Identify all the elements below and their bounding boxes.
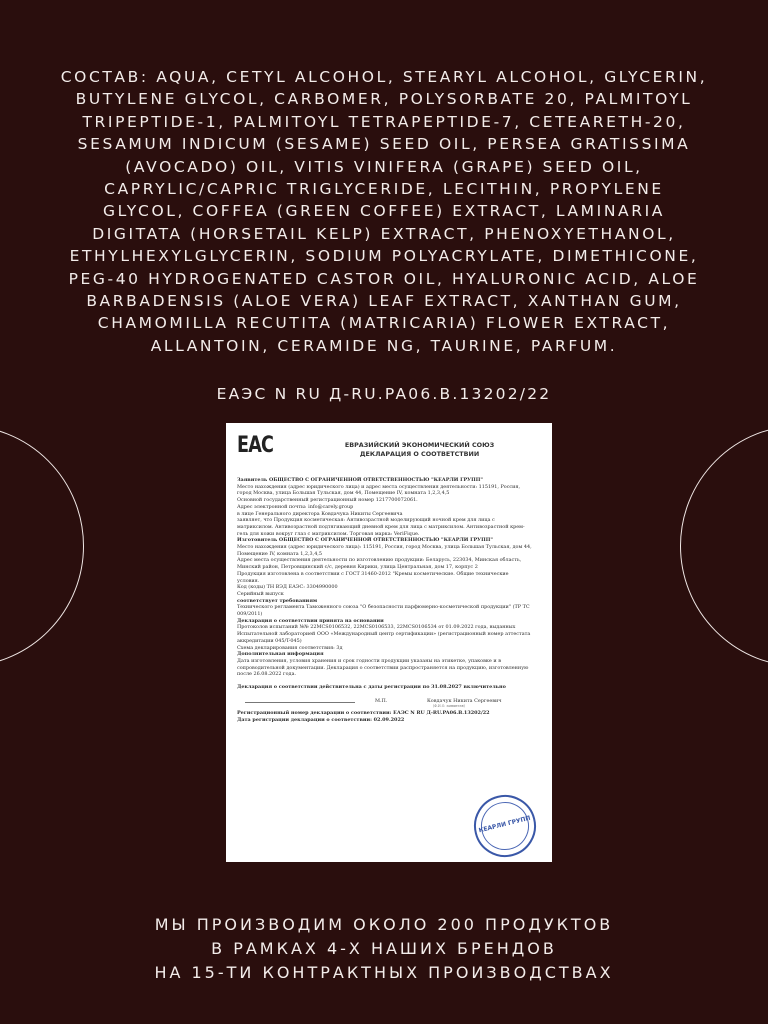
document-line: Место нахождения (адрес юридического лица) и адрес места осуществления деятельности: 115191, Россия,: [237, 483, 521, 490]
document-line: заявляет, что Продукция косметическая: Антивозрастной моделирующий ночной крем для лица с: [237, 517, 495, 524]
decorative-circle-left: [0, 425, 84, 667]
document-line: Минский район, Петровщинский с/с, деревня Кирики, улица Центральная, дом 17, корпус 2: [237, 564, 478, 571]
document-line: после 26.08.2022 года.: [237, 671, 297, 678]
composition-text: СОСТАВ: AQUA, CETYL ALCOHOL, STEARYL ALCOHOL, GLYCERIN, BUTYLENE GLYCOL, CARBOMER, POLYSORBATE 20, PALMITOYL TRIPEPTIDE-1, PALMITOYL TETRAPEPTIDE-7, CETEARETH-20, SESAMUM INDICUM (SESAME) SEED OIL, PERSEA GRATISSIMA (AVOCADO) OIL, VITIS VINIFERA (GRAPE) SEED OIL, CAPRYLIC/CAPRIC TRIGLYCERIDE, LECITHIN, PROPYLENE GLYCOL, COFFEA (GREEN COFFEE) EXTRACT, LAMINARIA DIGITATA (HORSETAIL KELP) EXTRACT, PHENOXYETHANOL, ETHYLHEXYLGLYCERIN, SODIUM POLYACRYLATE, DIMETHICONE, PEG-40 HYDROGENATED CASTOR OIL, HYALURONIC ACID, ALOE BARBADENSIS (ALOE VERA) LEAF EXTRACT, XANTHAN GUM, CHAMOMILLA RECUTITA (MATRICARIA) FLOWER EXTRACT, ALLANTOIN, CERAMIDE NG, TAURINE, PARFUM.: [60, 68, 708, 355]
signature-line: [245, 702, 355, 703]
document-line: Серийный выпуск: [237, 590, 284, 597]
document-validity: Декларация о соответствии действительна с даты регистрации по 31.08.2027 включительно: [237, 684, 506, 691]
registration-number-line: Регистрационный номер декларации о соответствии: ЕАЭС N RU Д-RU.PA06.B.13202/22: [237, 709, 490, 716]
decorative-circle-right: [680, 425, 768, 667]
document-body: [237, 477, 542, 678]
signer-caption: (Ф.И.О. заявителя): [433, 703, 465, 708]
document-title-line2: ДЕКЛАРАЦИЯ О СООТВЕТСТВИИ: [359, 450, 480, 458]
declaration-document: [226, 423, 552, 862]
document-line: Код (коды) ТН ВЭД ЕАЭС: 3304990000: [237, 584, 338, 591]
document-header: [237, 433, 542, 477]
document-line: Технического регламента Таможенного союза "О безопасности парфюмерно-косметической продукции" (ТР ТС: [237, 604, 530, 611]
document-line: Протоколов испытаний №№ 22MCS0106532, 22MCS0106533, 22MCS0106534 от 01.09.2022 года, выданных: [237, 624, 516, 631]
company-stamp-text: КЕАРЛИ ГРУПП: [478, 814, 532, 835]
certificate-number: ЕАЭС N RU Д-RU.PA06.B.13202/22: [216, 385, 552, 403]
document-line: Схема декларирования соответствия: 3д: [237, 644, 343, 651]
document-line: сопроводительной документации. Декларация о соответствии распространяется на продукцию, изготовленную: [237, 664, 529, 671]
document-line: Основной государственный регистрационный номер 1217700072061.: [237, 497, 418, 504]
document-line: Адрес места осуществления деятельности по изготовлению продукции: Беларусь, 223034, Минская область,: [237, 557, 522, 564]
document-line: аккредитации 045/T-045): [237, 637, 302, 644]
document-line: Испытательной лабораторией ООО «Международный центр сертификации» (регистрационный номер аттестата: [237, 631, 531, 638]
document-line: гель для кожи вокруг глаз с матриксилом. Торговая марка: VeriFique.: [237, 530, 420, 537]
stamp-place-label: М.П.: [375, 697, 388, 704]
document-line: Дополнительная информация: [237, 651, 324, 658]
document-title: [297, 441, 542, 459]
document-line: соответствует требованиям: [237, 597, 318, 604]
document-line: Декларация о соответствии принята на основании: [237, 617, 384, 624]
document-line: Изготовитель ОБЩЕСТВО С ОГРАНИЧЕННОЙ ОТВЕТСТВЕННОСТЬЮ "КЕАРЛИ ГРУПП": [237, 537, 493, 544]
footer-line3: НА 15-ТИ КОНТРАКТНЫХ ПРОИЗВОДСТВАХ: [154, 963, 614, 982]
footer-line1: МЫ ПРОИЗВОДИМ ОКОЛО 200 ПРОДУКТОВ: [154, 915, 614, 934]
document-line: условия.: [237, 577, 260, 584]
document-line: 009/2011): [237, 611, 263, 618]
document-line: матриксилом. Антивозрастной подтягивающий дневной крем для лица с матриксилом. Антивозрастной крем-: [237, 523, 525, 530]
document-line: в лице Генерального директора Ковдачука Никиты Сергеевича: [237, 510, 403, 517]
eac-logo: EAC: [237, 433, 274, 458]
document-line: Заявитель ОБЩЕСТВО С ОГРАНИЧЕННОЙ ОТВЕТСТВЕННОСТЬЮ "КЕАРЛИ ГРУПП": [237, 477, 483, 483]
document-line: Помещение IV, комната 1,2,3,4,5: [237, 550, 322, 557]
footer-text: [0, 913, 768, 985]
document-title-line1: ЕВРАЗИЙСКИЙ ЭКОНОМИЧЕСКИЙ СОЮЗ: [344, 441, 495, 449]
document-line: Дата изготовления, условия хранения и срок годности продукции указаны на этикетке, упаковке и в: [237, 657, 501, 664]
document-line: город Москва, улица Большая Тульская, дом 44, Помещение IV, комната 1,2,3,4,5: [237, 490, 450, 497]
signature-row: [237, 697, 542, 710]
company-stamp: [467, 788, 542, 862]
signer-name: Ковдачук Никита Сергеевич: [427, 697, 502, 704]
document-line: Продукция изготовлена в соответствии с ГОСТ 31460-2012 "Кремы косметические. Общие технические: [237, 570, 509, 577]
footer-line2: В РАМКАХ 4-Х НАШИХ БРЕНДОВ: [211, 939, 557, 958]
registration-date-line: Дата регистрации декларации о соответствии: 02.09.2022: [237, 716, 405, 723]
document-line: Место нахождения (адрес юридического лица): 115191, Россия, город Москва, улица Большая Тульская, дом 44,: [237, 544, 532, 551]
document-line: Адрес электронной почты: info@carely.group: [237, 503, 354, 510]
